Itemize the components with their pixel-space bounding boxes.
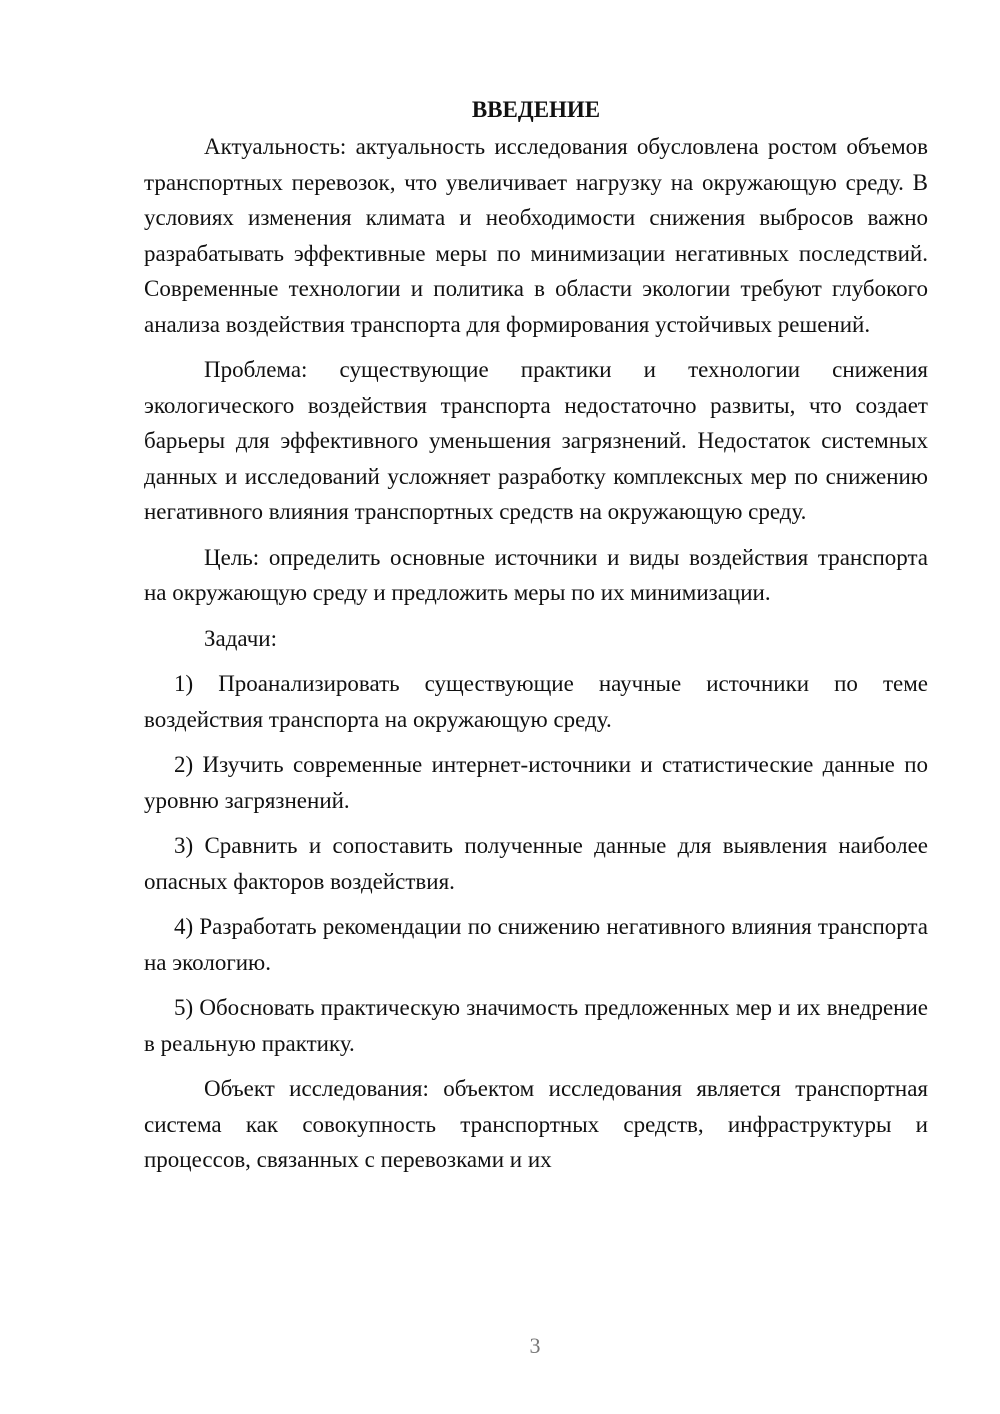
task-item: 5) Обосновать практическую значимость предложенных мер и их внедрение в реальную практику. <box>144 995 928 1056</box>
tasks-label: Задачи: <box>204 625 277 651</box>
problem-paragraph: Проблема: существующие практики и технологии снижения экологического воздействия транспорта недостаточно развиты, что создает барьеры для эффективного уменьшения загрязнений. Недостаток системных данных и исследований усложняет разработку комплексных мер по снижению негативного влияния транспортных средств на окружающую среду. <box>144 357 928 524</box>
task-item: 3) Сравнить и сопоставить полученные данные для выявления наиболее опасных факторов воздействия. <box>144 833 928 894</box>
task-item: 2) Изучить современные интернет-источники и статистические данные по уровню загрязнений. <box>144 752 928 813</box>
goal-paragraph: Цель: определить основные источники и виды воздействия транспорта на окружающую среду и предложить меры по их минимизации. <box>144 544 928 605</box>
section-heading: ВВЕДЕНИЕ <box>471 97 601 122</box>
task-item: 1) Проанализировать существующие научные источники по теме воздействия транспорта на окружающую среду. <box>144 671 928 732</box>
relevance-paragraph: Актуальность: актуальность исследования обусловлена ростом объемов транспортных перевозок, что увеличивает нагрузку на окружающую среду. В условиях изменения климата и необходимости снижения выбросов важно разрабатывать эффективные меры по минимизации негативных последствий. Современные технологии и политика в области экологии требуют глубокого анализа воздействия транспорта для формирования устойчивых решений. <box>144 134 928 337</box>
page-content <box>144 92 928 1188</box>
page-number: 3 <box>529 1333 541 1358</box>
task-item: 4) Разработать рекомендации по снижению негативного влияния транспорта на экологию. <box>144 914 928 975</box>
object-paragraph: Объект исследования: объектом исследования является транспортная система как совокупность транспортных средств, инфраструктуры и процессов, связанных с перевозками и их <box>144 1076 928 1172</box>
